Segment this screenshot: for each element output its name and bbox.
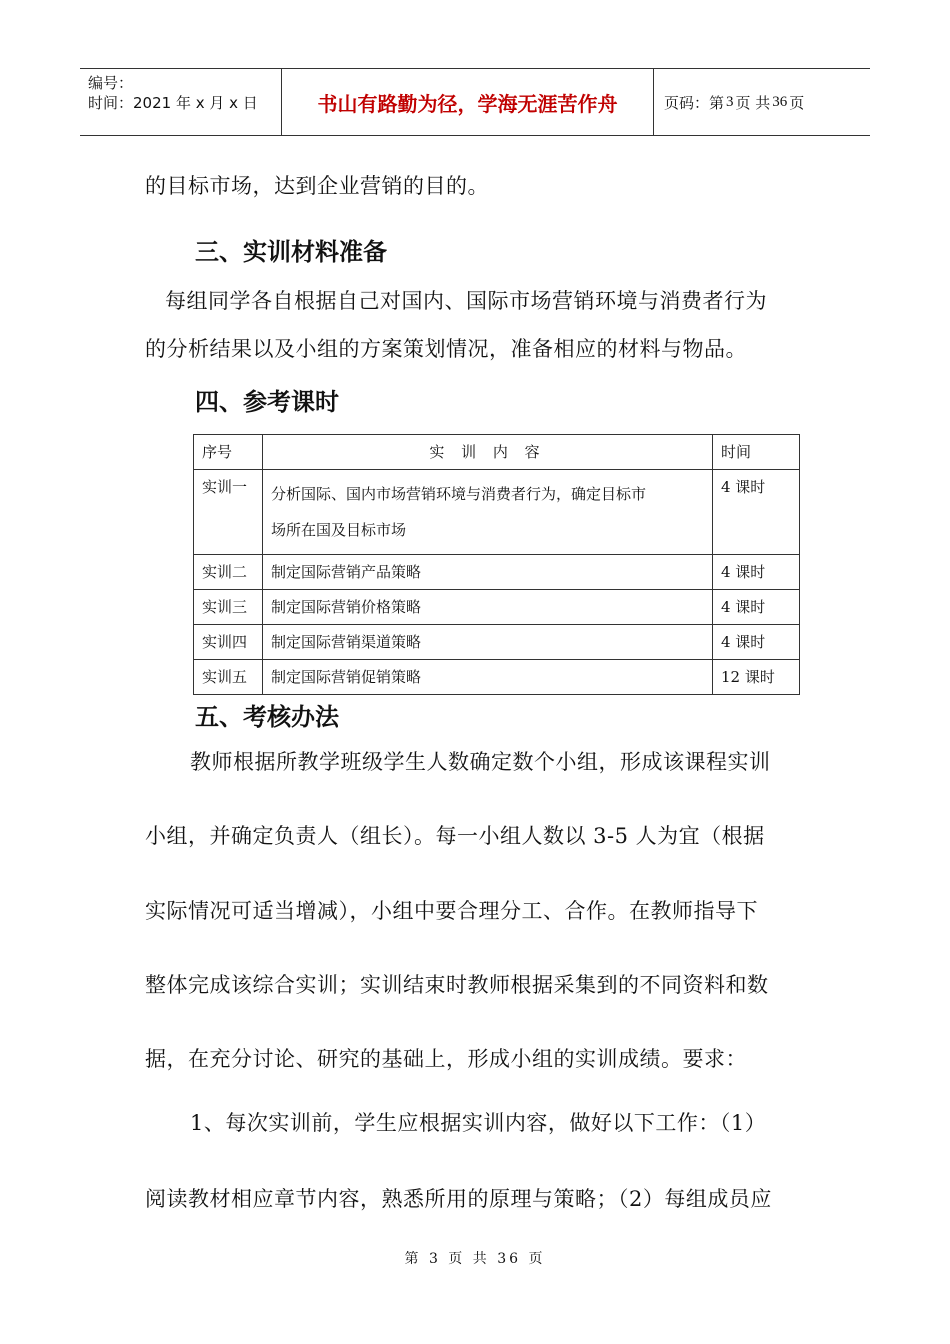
table-row	[194, 660, 800, 695]
page-suffix: 页	[789, 93, 805, 112]
header-cell-no: 序号	[194, 435, 263, 470]
cell-time: 12 课时	[713, 660, 800, 695]
cell-no: 实训四	[194, 625, 263, 660]
document-number-label: 编号：	[88, 74, 134, 92]
header-page-indicator	[654, 69, 870, 135]
paragraph-line: 小组，并确定负责人（组长）。每一小组人数以 3-5 人为宜（根据	[145, 824, 765, 848]
paragraph-line: 的分析结果以及小组的方案策划情况，准备相应的材料与物品。	[145, 337, 747, 361]
cell-time: 4 课时	[713, 590, 800, 625]
cell-content: 制定国际营销促销策略	[263, 660, 713, 695]
course-hours-table	[193, 434, 800, 695]
cell-no: 实训三	[194, 590, 263, 625]
page-prefix: 页码：第	[664, 93, 725, 112]
cell-time: 4 课时	[713, 555, 800, 590]
page-mid: 页 共	[735, 93, 771, 112]
cell-content	[263, 470, 713, 555]
section-title-5: 五、考核办法	[195, 703, 339, 731]
cell-time: 4 课时	[713, 625, 800, 660]
cell-no: 实训二	[194, 555, 263, 590]
page-header	[80, 68, 870, 136]
cell-no: 实训一	[194, 470, 263, 555]
table-header-row	[194, 435, 800, 470]
paragraph-line: 1、每次实训前，学生应根据实训内容，做好以下工作：（1）	[190, 1111, 767, 1135]
cell-no: 实训五	[194, 660, 263, 695]
cell-content-line: 场所在国及目标市场	[271, 521, 407, 539]
table-row	[194, 625, 800, 660]
paragraph-line: 的目标市场，达到企业营销的目的。	[145, 174, 489, 198]
section-title-3: 三、实训材料准备	[195, 238, 387, 266]
header-cell-time: 时间	[713, 435, 800, 470]
paragraph-line: 据，在充分讨论、研究的基础上，形成小组的实训成绩。要求：	[145, 1047, 747, 1071]
paragraph-line: 每组同学各自根据自己对国内、国际市场营销环境与消费者行为	[165, 289, 767, 313]
page-number: 3	[726, 93, 734, 110]
paragraph-line: 整体完成该综合实训；实训结束时教师根据采集到的不同资料和数	[145, 973, 769, 997]
document-time-label: 时间：2021 年 x 月 x 日	[88, 94, 258, 112]
cell-content: 制定国际营销渠道策略	[263, 625, 713, 660]
paragraph-line: 实际情况可适当增减），小组中要合理分工、合作。在教师指导下	[145, 899, 758, 923]
cell-content-line: 分析国际、国内市场营销环境与消费者行为，确定目标市	[271, 485, 647, 503]
paragraph-line: 教师根据所教学班级学生人数确定数个小组，形成该课程实训	[190, 750, 771, 774]
cell-time: 4 课时	[713, 470, 800, 555]
page-footer: 第 3 页 共 36 页	[404, 1251, 546, 1267]
section-title-4: 四、参考课时	[195, 388, 339, 416]
page-total: 36	[772, 93, 788, 110]
header-cell-content: 实 训 内 容	[263, 435, 713, 470]
table-row	[194, 470, 800, 555]
table-row	[194, 590, 800, 625]
cell-content: 制定国际营销价格策略	[263, 590, 713, 625]
header-motto: 书山有路勤为径，学海无涯苦作舟	[282, 69, 654, 135]
cell-content: 制定国际营销产品策略	[263, 555, 713, 590]
table-row	[194, 555, 800, 590]
paragraph-line: 阅读教材相应章节内容，熟悉所用的原理与策略；（2）每组成员应	[145, 1187, 772, 1211]
header-meta	[80, 69, 282, 135]
